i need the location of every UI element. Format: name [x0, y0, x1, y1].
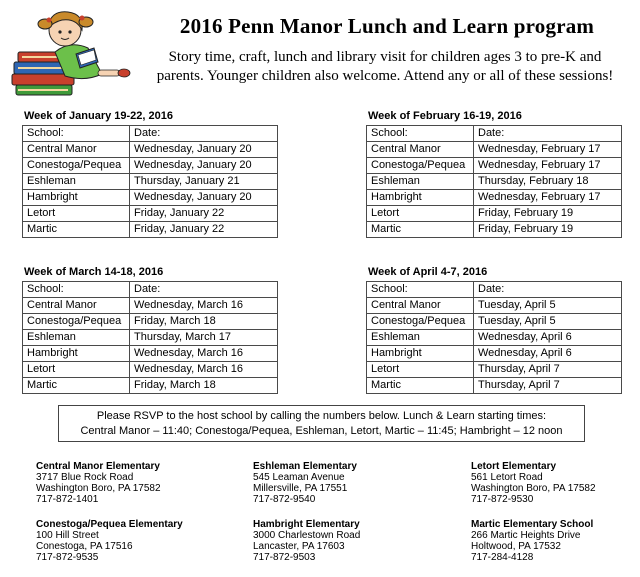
school-name: Letort Elementary: [471, 461, 557, 472]
school-cell: Martic: [23, 378, 130, 394]
table-row: [23, 314, 278, 330]
date-cell: Wednesday, April 6: [474, 330, 622, 346]
school-cell: Hambright: [23, 190, 130, 206]
table-row: [367, 298, 622, 314]
description-line-1: Story time, craft, lunch and library visit for children ages 3 to pre-K and: [168, 49, 602, 65]
school-phone: 717-872-9503: [253, 552, 316, 563]
school-cell: Conestoga/Pequea: [367, 158, 474, 174]
school-city: Conestoga, PA 17516: [36, 541, 133, 552]
date-cell: Wednesday, February 17: [474, 190, 622, 206]
program-description: [140, 48, 630, 85]
school-cell: Central Manor: [367, 298, 474, 314]
table-row: [367, 314, 622, 330]
school-cell: Eshleman: [367, 330, 474, 346]
date-cell: Tuesday, April 5: [474, 298, 622, 314]
date-cell: Friday, January 22: [130, 206, 278, 222]
header-date: Date:: [130, 282, 278, 298]
date-cell: Thursday, April 7: [474, 378, 622, 394]
school-name: Conestoga/Pequea Elementary: [36, 519, 183, 530]
school-phone: 717-284-4128: [471, 552, 534, 563]
school-city: Millersville, PA 17551: [253, 483, 348, 494]
rsvp-notice-box: [58, 405, 585, 442]
school-phone: 717-872-9540: [253, 494, 316, 505]
school-cell: Letort: [367, 206, 474, 222]
school-name: Hambright Elementary: [253, 519, 360, 530]
school-cell: Martic: [367, 378, 474, 394]
school-cell: Conestoga/Pequea: [367, 314, 474, 330]
week-heading: Week of March 14-18, 2016: [24, 266, 164, 278]
header-date: Date:: [130, 126, 278, 142]
school-city: Holtwood, PA 17532: [471, 541, 561, 552]
table-header-row: [23, 282, 278, 298]
school-cell: Letort: [367, 362, 474, 378]
table-row: [23, 346, 278, 362]
rsvp-line-1: Please RSVP to the host school by calling the numbers below. Lunch & Learn starting times:: [96, 410, 547, 422]
address-martic: [471, 519, 593, 563]
header-date: Date:: [474, 282, 622, 298]
table-row: [367, 222, 622, 238]
school-street: 561 Letort Road: [471, 472, 543, 483]
table-row: [23, 222, 278, 238]
school-cell: Eshleman: [23, 330, 130, 346]
schedule-table: [366, 125, 622, 238]
week-heading: Week of February 16-19, 2016: [368, 110, 522, 122]
schedule-table: [22, 281, 278, 394]
table-row: [367, 206, 622, 222]
school-cell: Letort: [23, 362, 130, 378]
table-row: [23, 158, 278, 174]
table-row: [367, 158, 622, 174]
date-cell: Friday, March 18: [130, 314, 278, 330]
table-row: [23, 142, 278, 158]
header-school: School:: [367, 126, 474, 142]
table-row: [23, 174, 278, 190]
date-cell: Friday, February 19: [474, 222, 622, 238]
week-schedule-march: [22, 266, 278, 394]
schedule-table: [22, 125, 278, 238]
description-line-2: parents. Younger children also welcome. Attend any or all of these sessions!: [156, 67, 614, 84]
header-school: School:: [23, 126, 130, 142]
header-school: School:: [367, 282, 474, 298]
date-cell: Wednesday, January 20: [130, 142, 278, 158]
school-city: Lancaster, PA 17603: [253, 541, 345, 552]
school-name: Martic Elementary School: [471, 519, 594, 530]
school-name: Central Manor Elementary: [36, 461, 160, 472]
school-cell: Hambright: [367, 346, 474, 362]
rsvp-line-2: Central Manor – 11:40; Conestoga/Pequea, Eshleman, Letort, Martic – 11:45; Hambright – 12 noon: [80, 425, 563, 437]
table-row: [23, 298, 278, 314]
date-cell: Thursday, April 7: [474, 362, 622, 378]
school-cell: Martic: [367, 222, 474, 238]
address-letort: [471, 461, 596, 505]
school-cell: Conestoga/Pequea: [23, 314, 130, 330]
address-eshleman: [253, 461, 357, 505]
header-school: School:: [23, 282, 130, 298]
table-header-row: [367, 126, 622, 142]
date-cell: Friday, January 22: [130, 222, 278, 238]
school-name: Eshleman Elementary: [253, 461, 357, 472]
address-conestoga-pequea: [36, 519, 183, 563]
school-phone: 717-872-9530: [471, 494, 534, 505]
table-row: [367, 362, 622, 378]
school-phone: 717-872-9535: [36, 552, 99, 563]
schedule-table: [366, 281, 622, 394]
girl-reading-books-clipart: [10, 2, 135, 97]
school-cell: Eshleman: [367, 174, 474, 190]
date-cell: Friday, March 18: [130, 378, 278, 394]
date-cell: Thursday, February 18: [474, 174, 622, 190]
table-row: [367, 190, 622, 206]
school-cell: Central Manor: [367, 142, 474, 158]
date-cell: Tuesday, April 5: [474, 314, 622, 330]
table-row: [23, 330, 278, 346]
page-title: 2016 Penn Manor Lunch and Learn program: [179, 14, 595, 38]
table-row: [367, 330, 622, 346]
school-cell: Hambright: [23, 346, 130, 362]
table-row: [367, 142, 622, 158]
school-cell: Hambright: [367, 190, 474, 206]
school-cell: Central Manor: [23, 298, 130, 314]
school-cell: Conestoga/Pequea: [23, 158, 130, 174]
school-street: 3717 Blue Rock Road: [36, 472, 134, 483]
table-row: [23, 206, 278, 222]
date-cell: Wednesday, January 20: [130, 190, 278, 206]
address-central-manor: [36, 461, 161, 505]
school-phone: 717-872-1401: [36, 494, 99, 505]
school-city: Washington Boro, PA 17582: [471, 483, 596, 494]
date-cell: Wednesday, February 17: [474, 158, 622, 174]
table-row: [367, 346, 622, 362]
table-row: [23, 362, 278, 378]
week-schedule-january: [22, 110, 278, 238]
week-schedule-february: [366, 110, 622, 238]
school-cell: Eshleman: [23, 174, 130, 190]
date-cell: Wednesday, February 17: [474, 142, 622, 158]
school-cell: Central Manor: [23, 142, 130, 158]
date-cell: Friday, February 19: [474, 206, 622, 222]
date-cell: Wednesday, March 16: [130, 362, 278, 378]
table-row: [367, 174, 622, 190]
week-heading: Week of April 4-7, 2016: [368, 266, 488, 278]
school-cell: Martic: [23, 222, 130, 238]
table-row: [23, 378, 278, 394]
school-street: 100 Hill Street: [36, 530, 99, 541]
table-header-row: [367, 282, 622, 298]
school-street: 545 Leaman Avenue: [253, 472, 345, 483]
week-schedule-april: [366, 266, 622, 394]
school-city: Washington Boro, PA 17582: [36, 483, 161, 494]
table-row: [23, 190, 278, 206]
date-cell: Wednesday, March 16: [130, 346, 278, 362]
date-cell: Wednesday, January 20: [130, 158, 278, 174]
date-cell: Thursday, March 17: [130, 330, 278, 346]
week-heading: Week of January 19-22, 2016: [24, 110, 173, 122]
school-street: 3000 Charlestown Road: [253, 530, 361, 541]
table-header-row: [23, 126, 278, 142]
school-cell: Letort: [23, 206, 130, 222]
header-date: Date:: [474, 126, 622, 142]
address-hambright: [253, 519, 360, 563]
table-row: [367, 378, 622, 394]
date-cell: Wednesday, March 16: [130, 298, 278, 314]
date-cell: Wednesday, April 6: [474, 346, 622, 362]
date-cell: Thursday, January 21: [130, 174, 278, 190]
school-street: 266 Martic Heights Drive: [471, 530, 581, 541]
